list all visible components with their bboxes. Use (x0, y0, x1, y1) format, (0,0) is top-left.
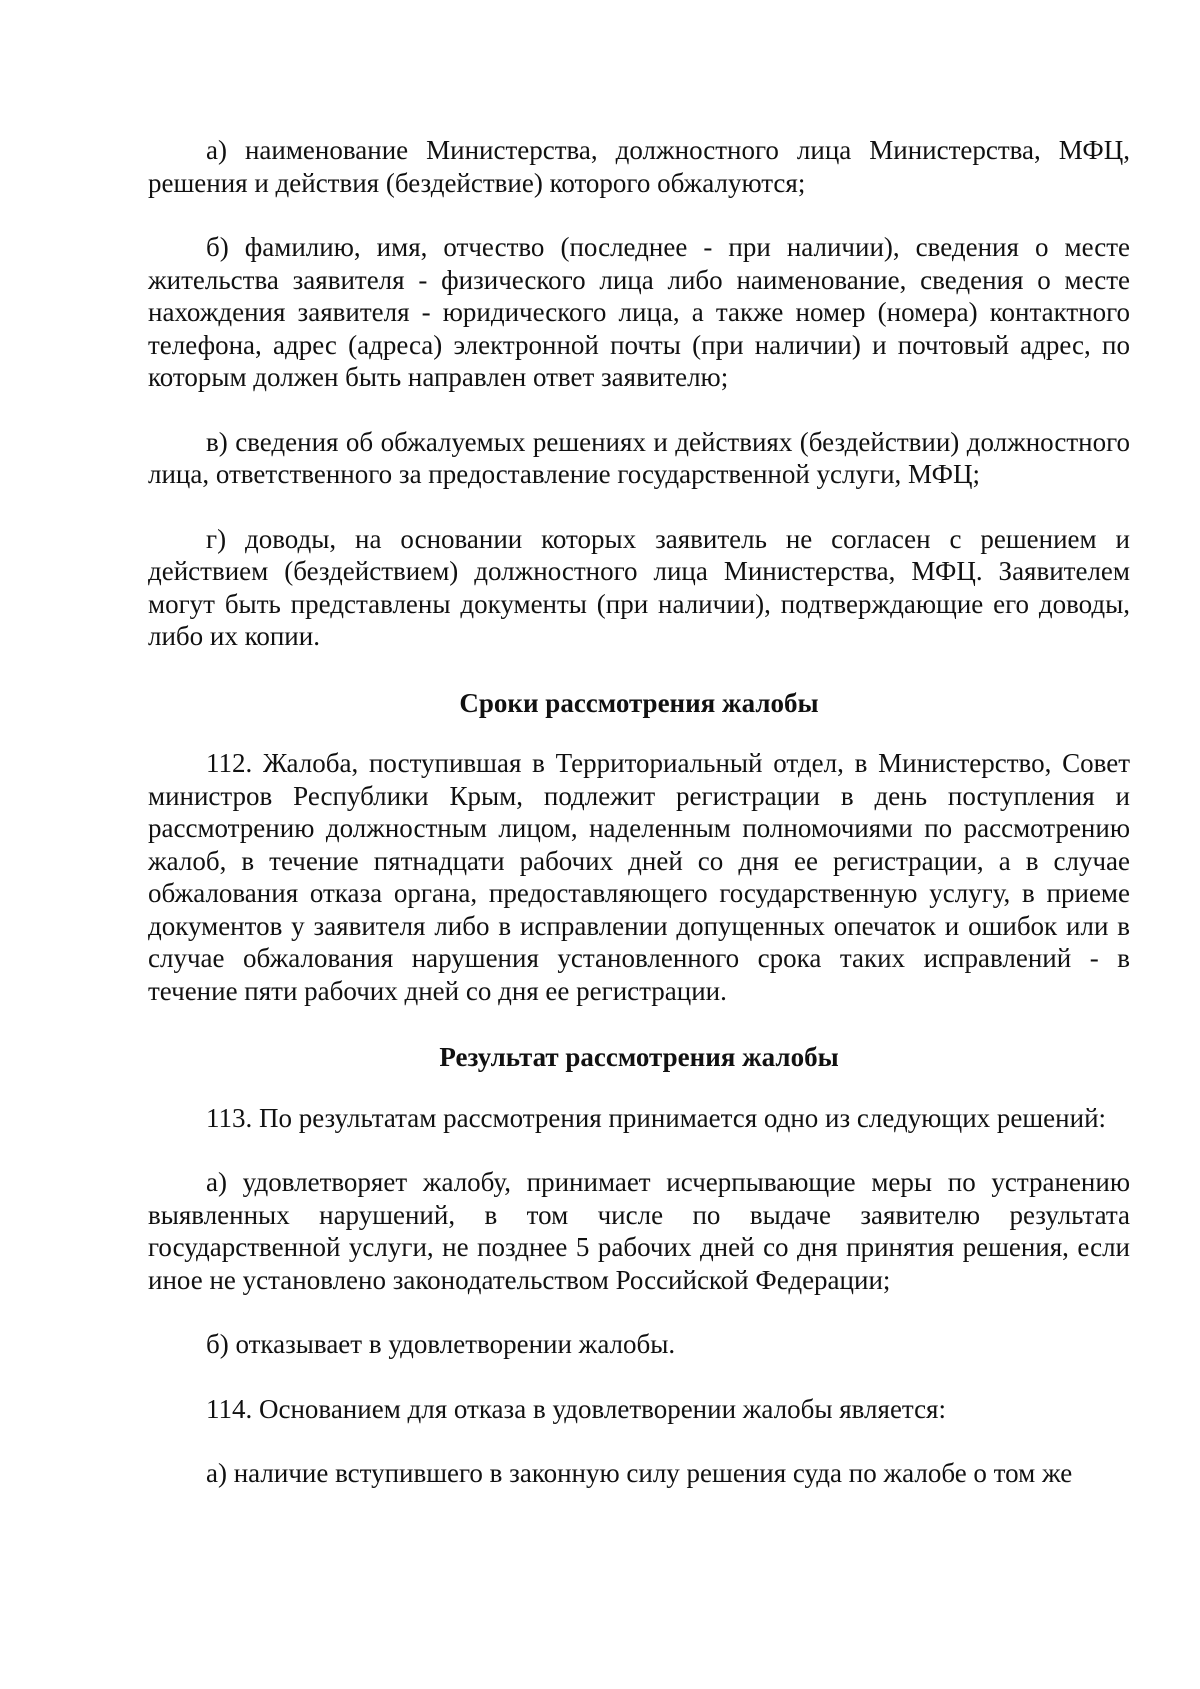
paragraph-114: 114. Основанием для отказа в удовлетворении жалобы является: (206, 1393, 946, 1424)
paragraph-113-a: а) удовлетворяет жалобу, принимает исчерпывающие меры по устранению выявленных нарушений, в том числе по выдаче заявителю результата государственной услуги, не позднее 5 рабочих дней со дня принятия решения, если иное не установлено законодательством Российской Федерации; (148, 1167, 1130, 1295)
paragraph-114-a: а) наличие вступившего в законную силу решения суда по жалобе о том же (206, 1458, 1073, 1488)
paragraph-113: 113. По результатам рассмотрения принимается одно из следующих решений: (206, 1102, 1107, 1133)
paragraph-a-ministry-name: а) наименование Министерства, должностного лица Министерства, МФЦ, решения и действия (бездействие) которого обжалуются; (148, 135, 1130, 198)
document-page (148, 134, 1130, 1490)
paragraph-b-applicant-details: б) фамилию, имя, отчество (последнее - при наличии), сведения о месте жительства заявителя - физического лица либо наименование, сведения о месте нахождения заявителя - юридического лица, а также номер (номера) контактного телефона, адрес (адреса) электронной почты (при наличии) и почтовый адрес, по которым должен быть направлен ответ заявителю; (148, 232, 1130, 392)
paragraph-v-appealed-decisions: в) сведения об обжалуемых решениях и действиях (бездействии) должностного лица, ответственного за предоставление государственной услуги, МФЦ; (148, 426, 1130, 489)
paragraph-g-arguments: г) доводы, на основании которых заявитель не согласен с решением и действием (бездействием) должностного лица Министерства, МФЦ. Заявителем могут быть представлены документы (при наличии), подтверждающие его доводы, либо их копии. (148, 523, 1130, 651)
paragraph-112: 112. Жалоба, поступившая в Территориальный отдел, в Министерство, Совет министров Республики Крым, подлежит регистрации в день поступления и рассмотрению должностным лицом, наделенным полномочиями по рассмотрению жалоб, в течение пятнадцати рабочих дней со дня ее регистрации, а в случае обжалования отказа органа, предоставляющего государственную услугу, в приеме документов у заявителя либо в исправлении допущенных опечаток и ошибок или в случае обжалования нарушения установленного срока таких исправлений - в течение пяти рабочих дней со дня ее регистрации. (148, 748, 1130, 1006)
paragraph-113-b: б) отказывает в удовлетворении жалобы. (206, 1329, 676, 1359)
section-heading-review-result: Результат рассмотрения жалобы (439, 1042, 839, 1072)
section-heading-review-terms: Сроки рассмотрения жалобы (459, 687, 819, 718)
